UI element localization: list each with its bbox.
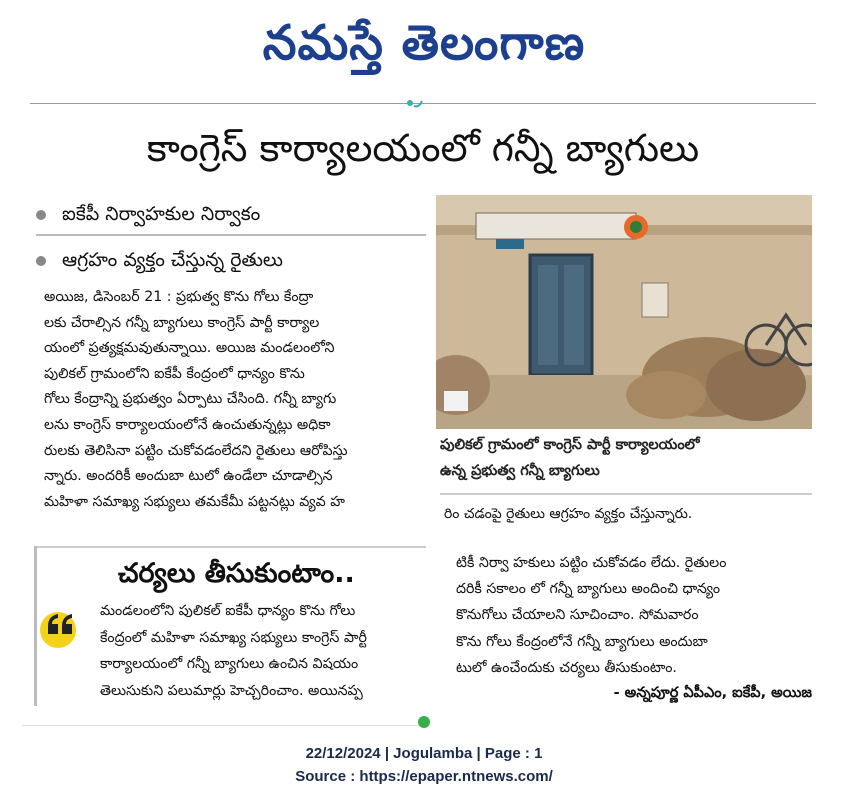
box-top-divider — [34, 546, 426, 548]
quote-line: కార్యాలయంలో గన్నీ బ్యాగులు ఉంచిన విషయం — [100, 656, 359, 672]
office-building-illustration — [436, 195, 812, 429]
box-quote-right — [456, 550, 812, 681]
box-title: చర్యలు తీసుకుంటాం.. — [118, 558, 355, 589]
subhead-divider — [36, 234, 426, 236]
bullet-icon — [36, 256, 46, 266]
body-line: గోలు కేంద్రాన్ని ప్రభుత్వం ఏర్పాటు చేసింది. గన్నీ బ్యాగు — [44, 391, 337, 408]
box-quote-left — [100, 598, 420, 704]
footer-source-line: Source : https://epaper.ntnews.com/ — [295, 768, 553, 785]
quote-line: టులో ఉంచేందుకు చర్యలు తీసుకుంటాం. — [456, 659, 677, 676]
article-continuation: రిం చడంపై రైతులు ఆగ్రహం వ్యక్తం చేస్తున్నారు. — [444, 506, 693, 522]
quote-line: మండలంలోని పులికల్ ఐకేపీ ధాన్యం కొను గోలు — [100, 603, 356, 619]
caption-line: పులికల్ గ్రామంలో కాంగ్రెస్ పార్టీ కార్యాలయంలో — [440, 437, 700, 453]
subhead-1: ఐకేపీ నిర్వాహకుల నిర్వాకం — [36, 200, 260, 228]
body-line: మహిళా సమాఖ్య సభ్యులు తమకేమీ పట్టనట్లు వ్యవ హ — [44, 493, 345, 510]
article-body — [44, 285, 428, 515]
quote-mark-icon — [34, 604, 82, 652]
quote-line: టికీ నిర్వా హకులు పట్టిం చుకోవడం లేదు. రైతులం — [456, 555, 727, 571]
quote-line: కొను గోలు కేంద్రంలోనే గన్నీ బ్యాగులు అందుబా — [456, 633, 708, 650]
bullet-icon — [36, 210, 46, 220]
quote-attribution: - అన్నపూర్ణ ఏపీఎం, ఐకేపీ, అయిజ — [613, 685, 812, 701]
body-line: రులకు తెలిసినా పట్టిం చుకోవడంలేదని రైతులు ఆరోపిస్తు — [44, 442, 348, 459]
caption-line: ఉన్న ప్రభుత్వ గన్నీ బ్యాగులు — [440, 463, 600, 479]
quote-line: దరికీ సకాలం లో గన్నీ బ్యాగులు అందించి ధాన్యం — [456, 581, 721, 598]
news-photo — [436, 195, 812, 429]
page-footer — [0, 742, 848, 788]
footer-date-line: 22/12/2024 | Jogulamba | Page : 1 — [305, 745, 543, 762]
masthead-title: నమస్తే తెలంగాణ — [262, 15, 586, 71]
footer-divider — [22, 725, 426, 726]
quote-line: తెలుసుకుని పలుమార్లు హెచ్చరించాం. అయినప్ప — [100, 682, 363, 699]
photo-caption — [440, 432, 816, 484]
caption-divider — [440, 493, 812, 495]
swirl-ornament-icon — [403, 96, 425, 110]
article-headline: కాంగ్రెస్ కార్యాలయంలో గన్నీ బ్యాగులు — [146, 126, 700, 170]
body-line: యంలో ప్రత్యక్షమవుతున్నాయి. అయిజ మండలంలోని — [44, 340, 335, 357]
body-line: అయిజ, డిసెంబర్ 21 : ప్రభుత్వ కొను గోలు కేంద్రా — [44, 289, 314, 305]
green-dot-icon — [418, 716, 430, 728]
body-line: న్నారు. అందరికీ అందుబా టులో ఉండేలా చూడాల్సిన — [44, 468, 333, 485]
body-line: లను కాంగ్రెస్ కార్యాలయంలోనే ఉంచుతున్నట్లు అధికా — [44, 416, 331, 433]
subhead-2: ఆగ్రహం వ్యక్తం చేస్తున్న రైతులు — [36, 246, 283, 274]
quote-line: కేంద్రంలో మహిళా సమాఖ్య సభ్యులు కాంగ్రెస్ పార్టీ — [100, 629, 367, 646]
body-line: పులికల్ గ్రామంలోని ఐకేపీ కేంద్రంలో ధాన్యం కొను — [44, 365, 305, 382]
body-line: లకు చేరాల్సిన గన్నీ బ్యాగులు కాంగ్రెస్ పార్టీ కార్యాల — [44, 314, 320, 331]
quote-line: కొనుగోలు చేయాలని సూచించాం. సోమవారం — [456, 607, 699, 624]
